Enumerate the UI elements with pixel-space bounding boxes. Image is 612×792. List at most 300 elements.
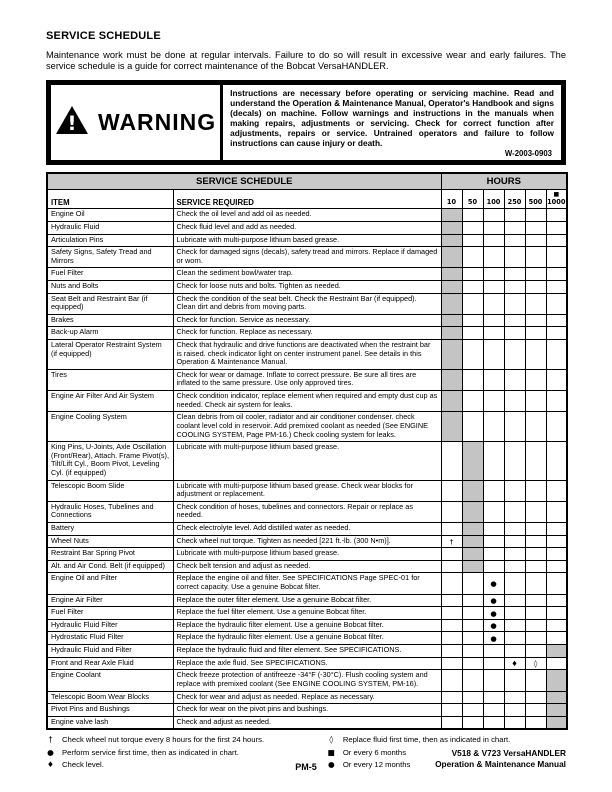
interval-cell-shaded bbox=[441, 369, 462, 390]
service-required-cell: Lubricate with multi-purpose lithium based grease. bbox=[173, 548, 441, 561]
hours-column-10: 10 bbox=[441, 190, 462, 209]
interval-cell-empty bbox=[546, 293, 567, 314]
interval-cell-empty bbox=[483, 327, 504, 340]
interval-cell-empty bbox=[441, 670, 462, 691]
service-required-cell: Replace the outer filter element. Use a genuine Bobcat filter. bbox=[173, 594, 441, 607]
interval-cell-empty bbox=[483, 716, 504, 729]
table-section-header-row bbox=[47, 173, 567, 190]
service-schedule-header: SERVICE SCHEDULE bbox=[47, 173, 441, 190]
item-cell: Engine Air Filter And Air System bbox=[47, 391, 173, 412]
item-cell: Fuel Filter bbox=[47, 268, 173, 281]
interval-cell-empty bbox=[483, 293, 504, 314]
interval-cell-empty bbox=[525, 594, 546, 607]
footnote-symbol-icon: ■ bbox=[327, 747, 335, 757]
interval-cell-empty bbox=[504, 522, 525, 535]
interval-cell-empty bbox=[546, 314, 567, 327]
table-row bbox=[47, 340, 567, 370]
interval-cell-empty bbox=[525, 391, 546, 412]
service-required-cell: Clean debris from oil cooler, radiator and air conditioner condenser. check coolant level cold in reservoir. Add premixed coolant as needed (See ENGINE COOLING SYSTEM, Page PM-16.) Check cooling system for leaks. bbox=[173, 412, 441, 442]
interval-cell-shaded bbox=[441, 234, 462, 247]
interval-cell-empty bbox=[546, 548, 567, 561]
interval-cell-empty bbox=[462, 657, 483, 670]
service-required-cell: Check wheel nut torque. Tighten as needed [221 ft.-lb. (300 N•m)]. bbox=[173, 535, 441, 548]
interval-cell-empty bbox=[483, 560, 504, 573]
table-row bbox=[47, 619, 567, 632]
interval-cell-empty bbox=[462, 645, 483, 658]
table-row bbox=[47, 607, 567, 620]
footnote-line bbox=[46, 735, 327, 744]
table-row bbox=[47, 442, 567, 480]
intro-paragraph: Maintenance work must be done at regular intervals. Failure to do so will result in excessive wear and early failures. The service schedule is a guide for correct maintenance of the Bobcat VersaHANDLER. bbox=[46, 50, 566, 72]
service-required-cell: Check for wear and adjust as needed. Replace as necessary. bbox=[173, 691, 441, 704]
interval-cell-empty bbox=[546, 280, 567, 293]
item-cell: Engine Oil and Filter bbox=[47, 573, 173, 594]
interval-cell-empty bbox=[525, 704, 546, 717]
table-row bbox=[47, 691, 567, 704]
interval-cell-shaded bbox=[441, 391, 462, 412]
interval-cell-empty bbox=[546, 535, 567, 548]
interval-cell-symbol: ● bbox=[483, 594, 504, 607]
interval-cell-symbol: ● bbox=[483, 619, 504, 632]
table-row bbox=[47, 268, 567, 281]
document-title-line2: Operation & Maintenance Manual bbox=[435, 758, 566, 769]
item-cell: King Pins, U-Joints, Axle Oscillation (Front/Rear), Attach. Frame Pivot(s), Tilt/Lift Cyl., Boom Pivot, Leveling Cyl. (if equipped) bbox=[47, 442, 173, 480]
footnote-text: Or every 6 months bbox=[342, 747, 407, 757]
hours-header: HOURS bbox=[441, 173, 567, 190]
interval-cell-shaded bbox=[441, 293, 462, 314]
service-required-cell: Check and adjust as needed. bbox=[173, 716, 441, 729]
item-cell: Articulation Pins bbox=[47, 234, 173, 247]
hours-column-1000: ■ 1000 bbox=[546, 190, 567, 209]
item-cell: Seat Belt and Restraint Bar (if equipped) bbox=[47, 293, 173, 314]
page-footer bbox=[46, 748, 566, 772]
interval-cell-empty bbox=[525, 247, 546, 268]
item-cell: Safety Signs, Safety Tread and Mirrors bbox=[47, 247, 173, 268]
interval-cell-empty bbox=[462, 607, 483, 620]
warning-box bbox=[46, 80, 566, 166]
interval-cell-empty bbox=[504, 670, 525, 691]
service-required-cell: Check freeze protection of antifreeze -34°F (-30°C). Flush cooling system and replace with premixed coolant (See ENGINE COOLING SYSTEM, PM-16). bbox=[173, 670, 441, 691]
interval-cell-empty bbox=[504, 704, 525, 717]
footnote-text: Or every 12 months bbox=[342, 760, 411, 770]
interval-cell-empty bbox=[504, 327, 525, 340]
interval-cell-empty bbox=[462, 670, 483, 691]
interval-cell-empty bbox=[483, 501, 504, 522]
interval-cell-empty bbox=[525, 535, 546, 548]
svg-text:!: ! bbox=[67, 112, 77, 135]
table-row bbox=[47, 645, 567, 658]
interval-cell-empty bbox=[504, 645, 525, 658]
table-row bbox=[47, 594, 567, 607]
item-cell: Fuel Filter bbox=[47, 607, 173, 620]
interval-cell-empty bbox=[483, 234, 504, 247]
interval-cell-empty bbox=[462, 594, 483, 607]
table-row bbox=[47, 247, 567, 268]
item-cell: Engine Oil bbox=[47, 209, 173, 222]
footnote-symbol-icon: ◊ bbox=[329, 735, 334, 745]
service-required-cell: Check fluid level and add as needed. bbox=[173, 221, 441, 234]
interval-cell-empty bbox=[483, 221, 504, 234]
item-cell: Front and Rear Axle Fluid bbox=[47, 657, 173, 670]
interval-cell-shaded bbox=[441, 209, 462, 222]
page-title: SERVICE SCHEDULE bbox=[46, 30, 161, 42]
interval-cell-empty bbox=[483, 522, 504, 535]
hours-column-100: 100 bbox=[483, 190, 504, 209]
interval-cell-empty bbox=[441, 594, 462, 607]
table-row bbox=[47, 369, 567, 390]
interval-cell-empty bbox=[546, 501, 567, 522]
interval-cell-empty bbox=[441, 501, 462, 522]
service-required-cell: Check condition of hoses, tubelines and connectors. Repair or replace as needed. bbox=[173, 501, 441, 522]
footnote-symbol-icon: ● bbox=[47, 747, 54, 757]
table-row bbox=[47, 221, 567, 234]
item-cell: Lateral Operator Restraint System (if equipped) bbox=[47, 340, 173, 370]
interval-cell-empty bbox=[504, 442, 525, 480]
service-required-cell: Replace the hydraulic fluid and filter element. See SPECIFICATIONS. bbox=[173, 645, 441, 658]
interval-cell-empty bbox=[546, 573, 567, 594]
interval-cell-empty bbox=[525, 369, 546, 390]
interval-cell-empty bbox=[441, 573, 462, 594]
interval-cell-empty bbox=[504, 548, 525, 561]
table-row bbox=[47, 209, 567, 222]
interval-cell-shaded bbox=[441, 314, 462, 327]
table-row bbox=[47, 670, 567, 691]
interval-cell-symbol: ● bbox=[483, 573, 504, 594]
warning-word: WARNING bbox=[98, 108, 217, 135]
interval-cell-empty bbox=[525, 632, 546, 645]
interval-cell-shaded bbox=[462, 560, 483, 573]
footnote-text: Check wheel nut torque every 8 hours for the first 24 hours. bbox=[62, 735, 265, 745]
item-column-header: ITEM bbox=[47, 190, 173, 209]
interval-cell-empty bbox=[525, 522, 546, 535]
item-cell: Engine Air Filter bbox=[47, 594, 173, 607]
interval-cell-empty bbox=[546, 480, 567, 501]
interval-cell-empty bbox=[504, 594, 525, 607]
interval-cell-empty bbox=[462, 412, 483, 442]
warning-triangle-icon bbox=[55, 105, 89, 140]
interval-cell-shaded bbox=[462, 522, 483, 535]
service-column-header: SERVICE REQUIRED bbox=[173, 190, 441, 209]
interval-cell-shaded bbox=[441, 340, 462, 370]
interval-cell-empty bbox=[525, 442, 546, 480]
item-cell: Hydraulic Fluid and Filter bbox=[47, 645, 173, 658]
item-cell: Engine valve lash bbox=[47, 716, 173, 729]
service-required-cell: Check the condition of the seat belt. Check the Restraint Bar (if equipped). Clean dirt and debris from moving parts. bbox=[173, 293, 441, 314]
item-cell: Wheel Nuts bbox=[47, 535, 173, 548]
interval-cell-empty bbox=[504, 280, 525, 293]
interval-cell-empty bbox=[441, 716, 462, 729]
service-required-cell: Check for wear on the pivot pins and bushings. bbox=[173, 704, 441, 717]
interval-cell-empty bbox=[462, 280, 483, 293]
document-title-line1: V518 & V723 VersaHANDLER bbox=[451, 748, 566, 758]
service-required-cell: Replace the hydraulic filter element. Use a genuine Bobcat filter. bbox=[173, 632, 441, 645]
interval-cell-empty bbox=[504, 573, 525, 594]
interval-cell-empty bbox=[462, 293, 483, 314]
item-cell: Nuts and Bolts bbox=[47, 280, 173, 293]
interval-cell-shaded bbox=[546, 670, 567, 691]
interval-cell-empty bbox=[504, 619, 525, 632]
warning-label-panel bbox=[51, 85, 223, 161]
interval-cell-empty bbox=[525, 327, 546, 340]
interval-cell-empty bbox=[525, 607, 546, 620]
footnote-text: Perform service first time, then as indicated in chart. bbox=[62, 747, 239, 757]
interval-cell-empty bbox=[546, 522, 567, 535]
interval-cell-empty bbox=[462, 691, 483, 704]
interval-cell-empty bbox=[504, 716, 525, 729]
interval-cell-empty bbox=[441, 522, 462, 535]
interval-cell-empty bbox=[525, 501, 546, 522]
interval-cell-empty bbox=[504, 412, 525, 442]
interval-cell-empty bbox=[441, 560, 462, 573]
interval-cell-empty bbox=[525, 234, 546, 247]
service-required-cell: Replace the engine oil and filter. See SPECIFICATIONS Page SPEC-01 for correct capacity. Use a genuine Bobcat filter. bbox=[173, 573, 441, 594]
warning-text-panel bbox=[223, 85, 561, 161]
interval-cell-empty bbox=[525, 560, 546, 573]
interval-cell-empty bbox=[525, 314, 546, 327]
interval-cell-shaded bbox=[441, 412, 462, 442]
item-cell: Telescopic Boom Slide bbox=[47, 480, 173, 501]
interval-cell-empty bbox=[441, 548, 462, 561]
item-cell: Hydraulic Fluid bbox=[47, 221, 173, 234]
interval-cell-shaded bbox=[546, 645, 567, 658]
interval-cell-empty bbox=[441, 632, 462, 645]
table-row bbox=[47, 293, 567, 314]
table-column-header-row bbox=[47, 190, 567, 209]
interval-cell-empty bbox=[462, 314, 483, 327]
interval-cell-symbol: † bbox=[441, 535, 462, 548]
service-required-cell: Lubricate with multi-purpose lithium based grease. Check wear blocks for adjustment or replacement. bbox=[173, 480, 441, 501]
interval-cell-empty bbox=[441, 704, 462, 717]
service-required-cell: Check for function. Replace as necessary. bbox=[173, 327, 441, 340]
item-cell: Hydrostatic Fluid Filter bbox=[47, 632, 173, 645]
interval-cell-empty bbox=[546, 391, 567, 412]
table-row bbox=[47, 234, 567, 247]
interval-cell-empty bbox=[462, 327, 483, 340]
interval-cell-empty bbox=[483, 548, 504, 561]
interval-cell-shaded bbox=[462, 442, 483, 480]
interval-cell-empty bbox=[462, 632, 483, 645]
item-cell: Battery bbox=[47, 522, 173, 535]
item-cell: Hydraulic Hoses, Tubelines and Connections bbox=[47, 501, 173, 522]
interval-cell-empty bbox=[441, 645, 462, 658]
interval-cell-empty bbox=[462, 340, 483, 370]
interval-cell-empty bbox=[504, 632, 525, 645]
interval-cell-shaded bbox=[441, 327, 462, 340]
interval-cell-empty bbox=[525, 716, 546, 729]
service-schedule-table bbox=[46, 172, 568, 730]
footnote-text: Replace fluid first time, then as indicated in chart. bbox=[342, 735, 511, 745]
interval-cell-empty bbox=[441, 691, 462, 704]
interval-cell-empty bbox=[546, 619, 567, 632]
interval-cell-shaded bbox=[462, 535, 483, 548]
interval-cell-shaded bbox=[462, 480, 483, 501]
interval-cell-empty bbox=[483, 314, 504, 327]
service-required-cell: Check electrolyte level. Add distilled water as needed. bbox=[173, 522, 441, 535]
interval-cell-empty bbox=[546, 234, 567, 247]
hours-column-500: 500 bbox=[525, 190, 546, 209]
table-row bbox=[47, 522, 567, 535]
interval-cell-empty bbox=[546, 369, 567, 390]
interval-cell-empty bbox=[504, 480, 525, 501]
table-row bbox=[47, 657, 567, 670]
service-required-cell: Check for loose nuts and bolts. Tighten as needed. bbox=[173, 280, 441, 293]
service-required-cell: Replace the axle fluid. See SPECIFICATIONS. bbox=[173, 657, 441, 670]
warning-code: W-2003-0903 bbox=[504, 149, 552, 159]
item-cell: Engine Cooling System bbox=[47, 412, 173, 442]
interval-cell-empty bbox=[525, 293, 546, 314]
interval-cell-empty bbox=[504, 535, 525, 548]
footnote-symbol-icon: † bbox=[48, 735, 53, 745]
item-cell: Tires bbox=[47, 369, 173, 390]
interval-cell-empty bbox=[504, 501, 525, 522]
interval-cell-empty bbox=[504, 340, 525, 370]
table-row bbox=[47, 314, 567, 327]
service-required-cell: Check that hydraulic and drive functions are deactivated when the restraint bar is raised. check indicator light on center instrument panel. See details in this Operation & Maintenance Manual. bbox=[173, 340, 441, 370]
interval-cell-empty bbox=[483, 209, 504, 222]
item-cell: Back-up Alarm bbox=[47, 327, 173, 340]
interval-cell-empty bbox=[546, 412, 567, 442]
service-required-cell: Clean the sediment bowl/water trap. bbox=[173, 268, 441, 281]
interval-cell-empty bbox=[483, 268, 504, 281]
service-required-cell: Check for wear or damage. Inflate to correct pressure. Be sure all tires are inflated to the same pressure. Use only approved tires. bbox=[173, 369, 441, 390]
interval-cell-empty bbox=[525, 670, 546, 691]
interval-cell-empty bbox=[462, 221, 483, 234]
table-row bbox=[47, 501, 567, 522]
interval-cell-symbol: ◊ bbox=[525, 657, 546, 670]
interval-cell-empty bbox=[483, 704, 504, 717]
interval-cell-empty bbox=[546, 594, 567, 607]
interval-cell-empty bbox=[441, 607, 462, 620]
interval-cell-empty bbox=[504, 293, 525, 314]
interval-cell-shaded bbox=[441, 280, 462, 293]
interval-cell-empty bbox=[504, 221, 525, 234]
table-row bbox=[47, 573, 567, 594]
interval-cell-empty bbox=[483, 535, 504, 548]
interval-cell-empty bbox=[525, 209, 546, 222]
interval-cell-symbol: ♦ bbox=[504, 657, 525, 670]
item-cell: Restraint Bar Spring Pivot bbox=[47, 548, 173, 561]
interval-cell-empty bbox=[546, 209, 567, 222]
item-cell: Engine Coolant bbox=[47, 670, 173, 691]
table-row bbox=[47, 535, 567, 548]
interval-cell-symbol: ● bbox=[483, 607, 504, 620]
interval-cell-empty bbox=[441, 480, 462, 501]
table-row bbox=[47, 704, 567, 717]
item-cell: Telescopic Boom Wear Blocks bbox=[47, 691, 173, 704]
interval-cell-empty bbox=[483, 691, 504, 704]
interval-cell-empty bbox=[504, 268, 525, 281]
interval-cell-empty bbox=[546, 247, 567, 268]
service-required-cell: Check condition indicator, replace element when required and empty dust cup as needed. Check air system for leaks. bbox=[173, 391, 441, 412]
interval-cell-shaded bbox=[462, 548, 483, 561]
interval-cell-empty bbox=[462, 391, 483, 412]
interval-cell-empty bbox=[546, 221, 567, 234]
interval-cell-empty bbox=[525, 480, 546, 501]
interval-cell-empty bbox=[483, 391, 504, 412]
interval-cell-empty bbox=[462, 619, 483, 632]
page-number: PM-5 bbox=[295, 762, 317, 772]
service-required-cell: Check for damaged signs (decals), safety tread and mirrors. Replace if damaged or worn. bbox=[173, 247, 441, 268]
interval-cell-empty bbox=[525, 221, 546, 234]
table-row bbox=[47, 391, 567, 412]
interval-cell-empty bbox=[462, 369, 483, 390]
interval-cell-empty bbox=[504, 209, 525, 222]
interval-cell-empty bbox=[525, 340, 546, 370]
interval-cell-shaded bbox=[546, 716, 567, 729]
interval-cell-empty bbox=[504, 607, 525, 620]
interval-cell-empty bbox=[504, 234, 525, 247]
warning-text: Instructions are necessary before operating or servicing machine. Read and understand the Operation & Maintenance Manual, Operator's Handbook and signs (decals) on machine. Follow warnings and instructions in the manuals when making repairs, adjustments or servicing. Check for correct function after adjustments, repairs or service. Untrained operators and failure to follow instructions can cause injury or death. bbox=[230, 87, 554, 149]
footnote-text: Check level. bbox=[62, 760, 104, 770]
item-cell: Hydraulic Fluid Filter bbox=[47, 619, 173, 632]
interval-cell-empty bbox=[483, 247, 504, 268]
service-required-cell: Check for function. Service as necessary. bbox=[173, 314, 441, 327]
interval-cell-empty bbox=[441, 657, 462, 670]
interval-cell-empty bbox=[462, 247, 483, 268]
interval-cell-empty bbox=[525, 645, 546, 658]
service-required-cell: Check belt tension and adjust as needed. bbox=[173, 560, 441, 573]
table-row bbox=[47, 716, 567, 729]
service-required-cell: Check the oil level and add oil as needed. bbox=[173, 209, 441, 222]
interval-cell-empty bbox=[504, 247, 525, 268]
interval-cell-empty bbox=[546, 607, 567, 620]
interval-cell-empty bbox=[504, 691, 525, 704]
hours-column-250: 250 bbox=[504, 190, 525, 209]
interval-cell-empty bbox=[462, 704, 483, 717]
interval-cell-empty bbox=[525, 691, 546, 704]
interval-cell-empty bbox=[546, 632, 567, 645]
interval-cell-empty bbox=[483, 480, 504, 501]
interval-cell-empty bbox=[546, 340, 567, 370]
footnote-symbol-icon: ♦ bbox=[47, 760, 54, 770]
footnote-line bbox=[327, 735, 566, 744]
interval-cell-empty bbox=[483, 412, 504, 442]
interval-cell-shaded bbox=[441, 247, 462, 268]
interval-cell-empty bbox=[546, 327, 567, 340]
interval-cell-empty bbox=[441, 442, 462, 480]
hours-column-50: 50 bbox=[462, 190, 483, 209]
item-cell: Brakes bbox=[47, 314, 173, 327]
interval-cell-shaded bbox=[462, 501, 483, 522]
table-row bbox=[47, 280, 567, 293]
interval-cell-empty bbox=[483, 442, 504, 480]
table-row bbox=[47, 480, 567, 501]
interval-cell-symbol: ● bbox=[483, 632, 504, 645]
item-cell: Alt. and Air Cond. Belt (if equipped) bbox=[47, 560, 173, 573]
interval-cell-empty bbox=[546, 657, 567, 670]
interval-cell-empty bbox=[462, 573, 483, 594]
interval-cell-shaded bbox=[441, 268, 462, 281]
service-table-body bbox=[47, 209, 567, 730]
interval-cell-shaded bbox=[441, 221, 462, 234]
interval-cell-empty bbox=[504, 560, 525, 573]
interval-cell-empty bbox=[525, 412, 546, 442]
interval-cell-empty bbox=[483, 280, 504, 293]
interval-cell-empty bbox=[483, 657, 504, 670]
interval-cell-empty bbox=[483, 670, 504, 691]
interval-cell-empty bbox=[525, 280, 546, 293]
table-row bbox=[47, 327, 567, 340]
square-marker-icon: ■ bbox=[553, 191, 560, 199]
interval-cell-empty bbox=[525, 268, 546, 281]
document-title bbox=[435, 748, 566, 770]
interval-cell-empty bbox=[525, 548, 546, 561]
interval-cell-empty bbox=[462, 234, 483, 247]
table-row bbox=[47, 412, 567, 442]
interval-cell-empty bbox=[483, 369, 504, 390]
interval-cell-empty bbox=[483, 645, 504, 658]
interval-cell-empty bbox=[504, 391, 525, 412]
